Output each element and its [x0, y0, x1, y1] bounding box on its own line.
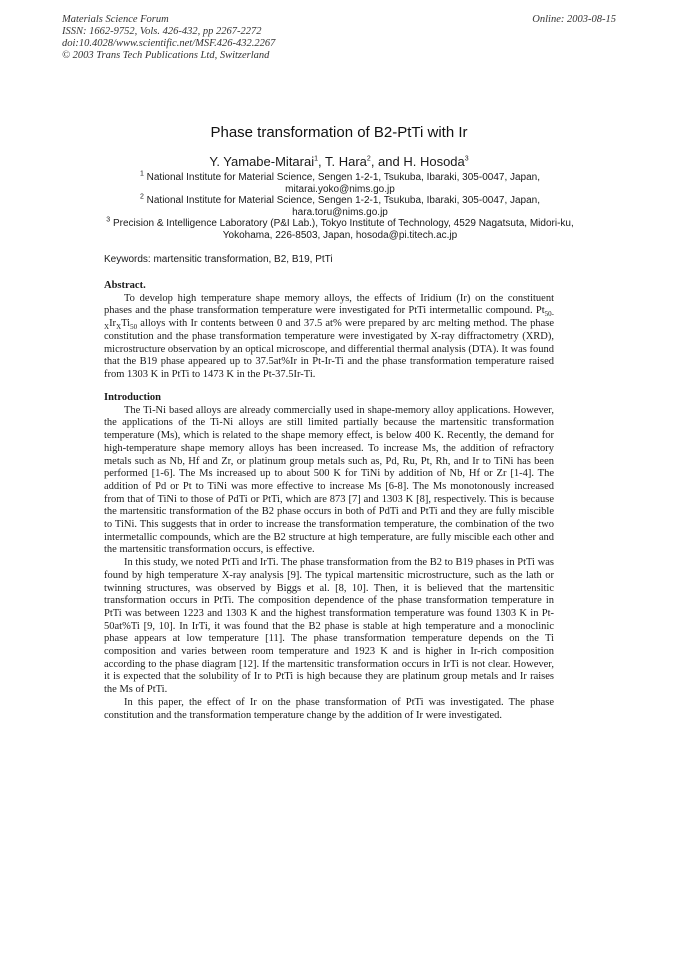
abstract-paragraph: To develop high temperature shape memory alloys, the effects of Iridium (Ir) on the constituent phases and the phase transformation temperature were investigated for PtTi intermetallic compound. $Pt_{50-X}Ir_XTi_{50}$ alloys with Ir contents between 0 and 37.5 at% were prepared by arc melting method. The phase constitution and the phase transformation temperature were investigated by X-ray diffractometry (XRD), microstructure observation by an optical microscope, and differential thermal analysis (DTA). It was found that the B19 phase appeared up to 37.5at%Ir in Pt-Ir-Ti and the phase transformation temperature raised from 1303 K in PtTi to 1473 K in the Pt-37.5Ir-Ti. [104, 292, 554, 380]
journal-header [62, 14, 616, 62]
keywords: Keywords: martensitic transformation, B2, B19, PtTi [104, 254, 333, 265]
introduction-heading: Introduction [104, 392, 161, 403]
affiliation-2: $^2$ National Institute for Material Science, Sengen 1-2-1, Tsukuba, Ibaraki, 305-0047, Japan, hara.toru@nims.go.jp [139, 193, 541, 218]
abstract-section [104, 280, 554, 382]
introduction-section [104, 392, 554, 722]
intro-paragraph-1: The Ti-Ni based alloys are already commercially used in shape-memory alloy applications. However, the applications of the Ti-Ni alloys are still limited partially because the martensitic transformation temperature (Ms), which is related to the shape memory effect, is below 400 K. Recently, the demand for high-temperature shape memory alloys has been increased. To increase Ms, the addition of refractory metals such as Nb, Hf and Zr, or platinum group metals such as, Pd, Ru, Pt, Rh, and Ir to TiNi has been performed [1-6]. The Ms increased up to about 500 K for TiNi by addition of Nb, Hf or Zr [1-4]. The addition of Pd or Pt to TiNi was more effective to increase Ms [6-8]. The Ms monotonously increased from that of TiNi to those of PdTi or PtTi, which are 873 [7] and 1303 K [8], respectively. This is because the martensitic transformation of the B2 phase occurs in both of PdTi and PtTi and they are fully miscible to TiNi. This suggests that in order to increase the transformation temperature, the combination of the two intermetallic compounds, which are the B2 structure at high temperature, are fully miscible each other and the martensitic transformation occurs, is effective. [104, 404, 554, 556]
affiliation-1: $^1$ National Institute for Material Science, Sengen 1-2-1, Tsukuba, Ibaraki, 305-0047, Japan, mitarai.yoko@nims.go.jp [139, 170, 541, 195]
online-date: Online: 2003-08-15 [532, 14, 616, 25]
abstract-heading: Abstract. [104, 280, 146, 291]
journal-name: Materials Science Forum [62, 14, 169, 25]
issn-line: ISSN: 1662-9752, Vols. 426-432, pp 2267-2272 [62, 26, 262, 37]
copyright-line: © 2003 Trans Tech Publications Ltd, Switzerland [62, 50, 270, 61]
intro-paragraph-3: In this paper, the effect of Ir on the phase transformation of PtTi was investigated. The phase constitution and the transformation temperature change by the addition of Ir were investigated. [104, 696, 554, 721]
paper-title: Phase transformation of B2-PtTi with Ir [210, 124, 468, 141]
doi-line: doi:10.4028/www.scientific.net/MSF.426-432.2267 [62, 38, 276, 49]
intro-paragraph-2: In this study, we noted PtTi and IrTi. The phase transformation from the B2 to B19 phases in PtTi was found by high temperature X-ray analysis [9]. The typical martensitic microstructure, such as the lath or twinning structures, was observed by Biggs et al. [8, 10]. Then, it is believed that the martensitic transformation occurs in PtTi. The composition dependence of the phase transformation temperature in PtTi was between 1223 and 1303 K and the highest transformation temperature was found 1303 K in Pt-50at%Ti [9, 10]. In IrTi, it was found that the B2 phase is stable at high temperature and a monoclinic phase appears at low temperature [11]. The phase transformation temperature depends on the Ti composition and varies between room temperature and 1923 K and is higher in Ir-rich composition according to the phase diagram [12]. If the martensitic transformation occurs in IrTi is not clear. However, it is expected that the solubility of Ir to PtTi is high because they are platinum group metals and Ir raises the Ms of PtTi. [104, 557, 554, 696]
author-list: Y. Yamabe-Mitarai$^1$, T. Hara$^2$, and H. Hosoda$^3$ [209, 154, 469, 169]
affiliation-3: $^3$ Precision & Intelligence Laboratory (P&I Lab.), Tokyo Institute of Technology, 4529 Nagatsuta, Midori-ku, Yokohama, 226-8503, Japan, hosoda@pi.titech.ac.jp [106, 216, 574, 241]
